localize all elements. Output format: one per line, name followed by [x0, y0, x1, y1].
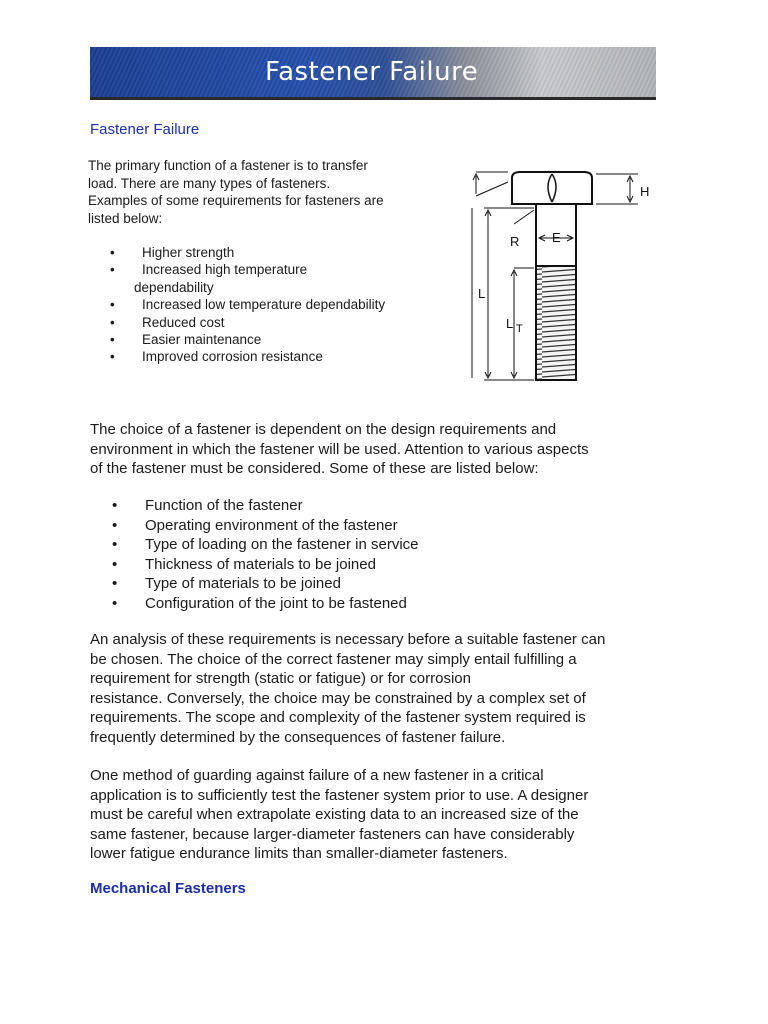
list-item: • Type of loading on the fastener in service [112, 536, 419, 553]
list-item: • Thickness of materials to be joined [112, 555, 376, 573]
intro-paragraph [88, 157, 384, 227]
intro-line: Examples of some requirements for fasteners are [88, 193, 384, 208]
list-item: • Increased low temperature dependability [110, 297, 386, 313]
analysis-paragraph: An analysis of these requirements is necessary before a suitable fastener can be chosen. The choice of the correct fastener may simply entail fulfilling a requirement for strength (static or fatigue) or for corrosion resistance. Conversely, the choice may be constrained by a complex set of requirements. The scope and complexity of the fastener system required is frequently determined by the consequences of fastener failure. [90, 631, 606, 746]
title-banner [90, 47, 656, 100]
bolt-diagram [462, 168, 662, 388]
guarding-paragraph: One method of guarding against failure of a new fastener in a critical application is to sufficiently test the fastener system prior to use. A designer must be careful when extrapolate existing data to an increased size of the same fastener, because larger-diameter fasteners can have considerably lower fatigue endurance limits than smaller-diameter fasteners. [90, 767, 589, 863]
bolt-thread [536, 266, 576, 380]
list-item: • Operating environment of the fastener [112, 516, 398, 534]
mechanical-fasteners-heading: Mechanical Fasteners [90, 880, 246, 897]
list-item: • Easier maintenance [110, 332, 262, 348]
label-h: H [640, 184, 650, 199]
section-heading: Fastener Failure [90, 121, 200, 138]
list-item: • Type of materials to be joined [112, 575, 341, 592]
intro-line: load. There are many types of fasteners. [88, 175, 331, 191]
requirements-list [88, 244, 428, 366]
choice-paragraph: The choice of a fastener is dependent on the design requirements and environment in which the fastener will be used. Attention to various aspects of the fastener must be considered. Some of these are listed below: [90, 421, 589, 478]
list-item: • Higher strength [110, 245, 235, 260]
list-item: • Increased high temperature dependability [110, 262, 308, 295]
list-item: • Configuration of the joint to be fastened [112, 594, 407, 612]
intro-line: The primary function of a fastener is to transfer [88, 158, 368, 173]
list-item: • Reduced cost [110, 314, 225, 330]
aspects-list [90, 496, 419, 613]
banner-title: Fastener Failure [265, 57, 479, 87]
bolt-head [512, 172, 592, 204]
list-item: • Function of the fastener [112, 497, 303, 514]
label-l: L [478, 286, 486, 301]
list-item: • Improved corrosion resistance [110, 349, 323, 365]
label-r: R [510, 234, 520, 249]
label-e: E [552, 230, 561, 245]
label-lt: L [506, 316, 514, 331]
intro-line: listed below: [88, 210, 163, 226]
label-lt-sub: T [516, 323, 523, 335]
